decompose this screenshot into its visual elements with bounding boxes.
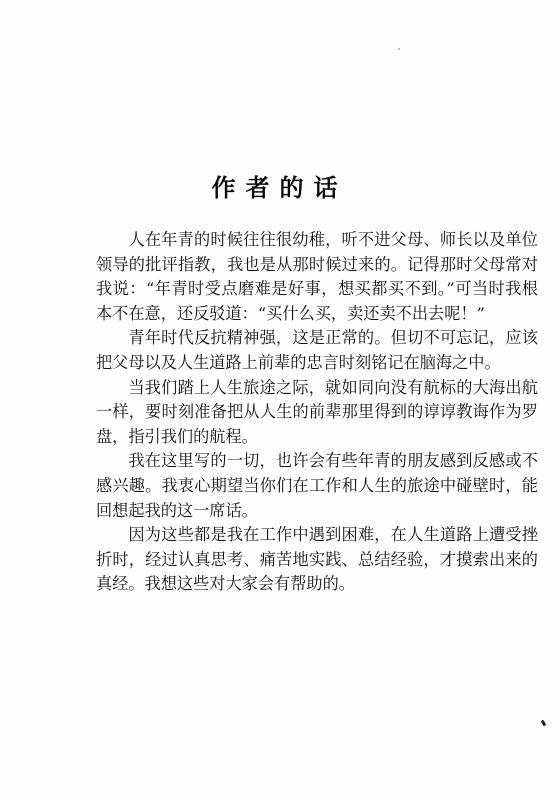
page-title: 作者的话 — [211, 174, 348, 202]
body-text — [96, 228, 538, 597]
paragraph-3: 当我们踏上人生旅途之际，就如同向没有航标的大海出航一样，要时刻准备把从人生的前辈那里得到的谆谆教诲作为罗盘，指引我们的航程。 — [96, 377, 538, 446]
scan-speck — [398, 48, 400, 50]
paragraph-1: 人在年青的时候往往很幼稚，听不进父母、师长以及单位领导的批评指教，我也是从那时候过来的。记得那时父母常对我说：“年青时受点磨难是好事，想买都买不到。”可当时我根本不在意，还反驳道：“买什么买，卖还卖不出去呢！” — [96, 230, 538, 323]
paragraph-5: 因为这些都是我在工作中遇到困难，在人生道路上遭受挫折时，经过认真思考、痛苦地实践、总结经验，才摸索出来的真经。我想这些对大家会有帮助的。 — [96, 525, 538, 594]
paragraph-4: 我在这里写的一切，也许会有些年青的朋友感到反感或不感兴趣。我衷心期望当你们在工作和人生的旅途中碰壁时，能回想起我的这一席话。 — [96, 451, 538, 520]
scan-mark — [541, 720, 547, 727]
paragraph-2: 青年时代反抗精神强，这是正常的。但切不可忘记，应该把父母以及人生道路上前辈的忠言时刻铭记在脑海之中。 — [96, 328, 538, 372]
